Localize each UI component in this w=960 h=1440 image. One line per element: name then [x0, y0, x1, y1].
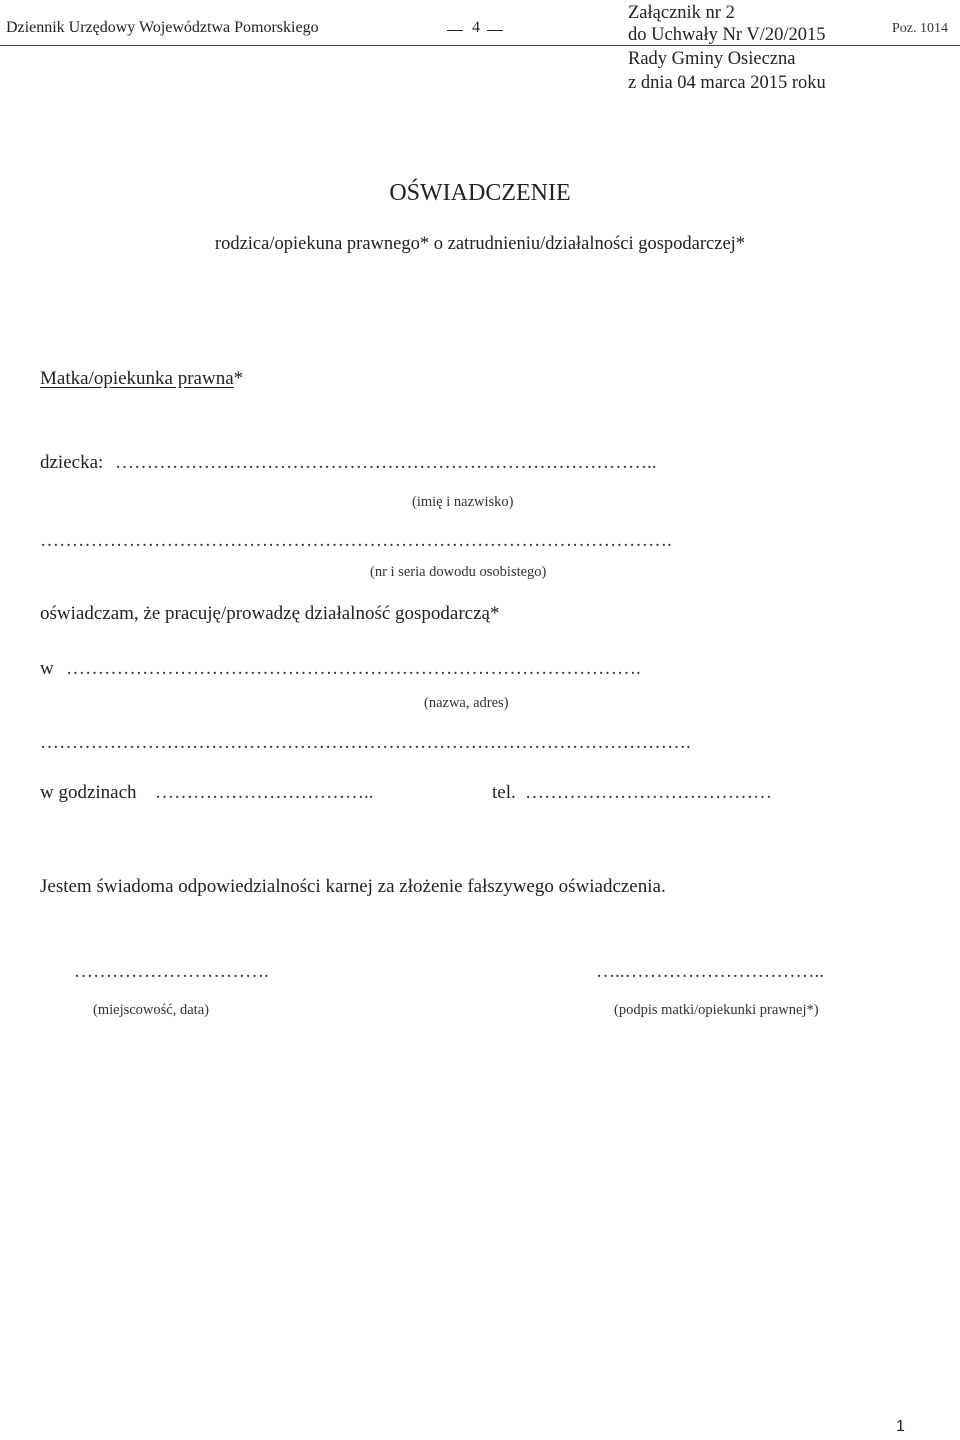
signature-field[interactable]: …..………………………….. — [596, 961, 824, 982]
position-number: Poz. 1014 — [892, 21, 948, 36]
employer-name-field[interactable]: ………………………………………………………………………………. — [66, 658, 641, 679]
annex-line-3: Rady Gminy Osieczna — [628, 49, 796, 69]
parent-label: Matka/opiekunka prawna — [40, 368, 234, 389]
parent-label-row — [40, 368, 243, 390]
declaration-text: Jestem świadoma odpowiedzialności karnej za złożenie fałszywego oświadczenia. — [40, 876, 666, 897]
child-label: dziecka: — [40, 452, 104, 473]
hours-label: w godzinach — [40, 782, 137, 803]
tel-field[interactable]: ………………………………… — [525, 782, 772, 803]
id-number-caption: (nr i seria dowodu osobistego) — [370, 564, 547, 580]
annex-line-1: Załącznik nr 2 — [628, 3, 735, 23]
document-subtitle: rodzica/opiekuna prawnego* o zatrudnieniu/działalności gospodarczej* — [214, 234, 746, 254]
signature-caption: (podpis matki/opiekunki prawnej*) — [614, 1002, 819, 1018]
w-label: w — [40, 658, 54, 679]
child-name-caption: (imię i nazwisko) — [412, 494, 514, 510]
page-number: 1 — [896, 1418, 905, 1435]
header-page-number: 4 — [472, 19, 480, 36]
id-number-field[interactable]: ………………………………………………………………………………………. — [40, 530, 672, 551]
place-date-field[interactable]: …………………………. — [74, 961, 269, 982]
journal-title: Dziennik Urzędowy Województwa Pomorskiego — [6, 19, 319, 36]
employment-statement: oświadczam, że pracuję/prowadzę działalność gospodarczą* — [40, 603, 500, 624]
page-dash-left — [447, 30, 463, 31]
child-name-field[interactable]: ………………………………………………………………………….. — [115, 452, 657, 473]
employer-caption: (nazwa, adres) — [424, 695, 509, 711]
page-dash-right — [487, 30, 503, 31]
annex-line-2: do Uchwały Nr V/20/2015 — [628, 25, 826, 45]
employer-address-field[interactable]: …………………………………………………………………………………………. — [40, 732, 691, 753]
parent-asterisk: * — [233, 368, 244, 389]
hours-field[interactable]: …………………………….. — [155, 782, 374, 803]
tel-label: tel. — [492, 782, 516, 803]
annex-line-4: z dnia 04 marca 2015 roku — [628, 73, 826, 93]
place-date-caption: (miejscowość, data) — [93, 1002, 209, 1018]
document-title: OŚWIADCZENIE — [389, 180, 571, 206]
